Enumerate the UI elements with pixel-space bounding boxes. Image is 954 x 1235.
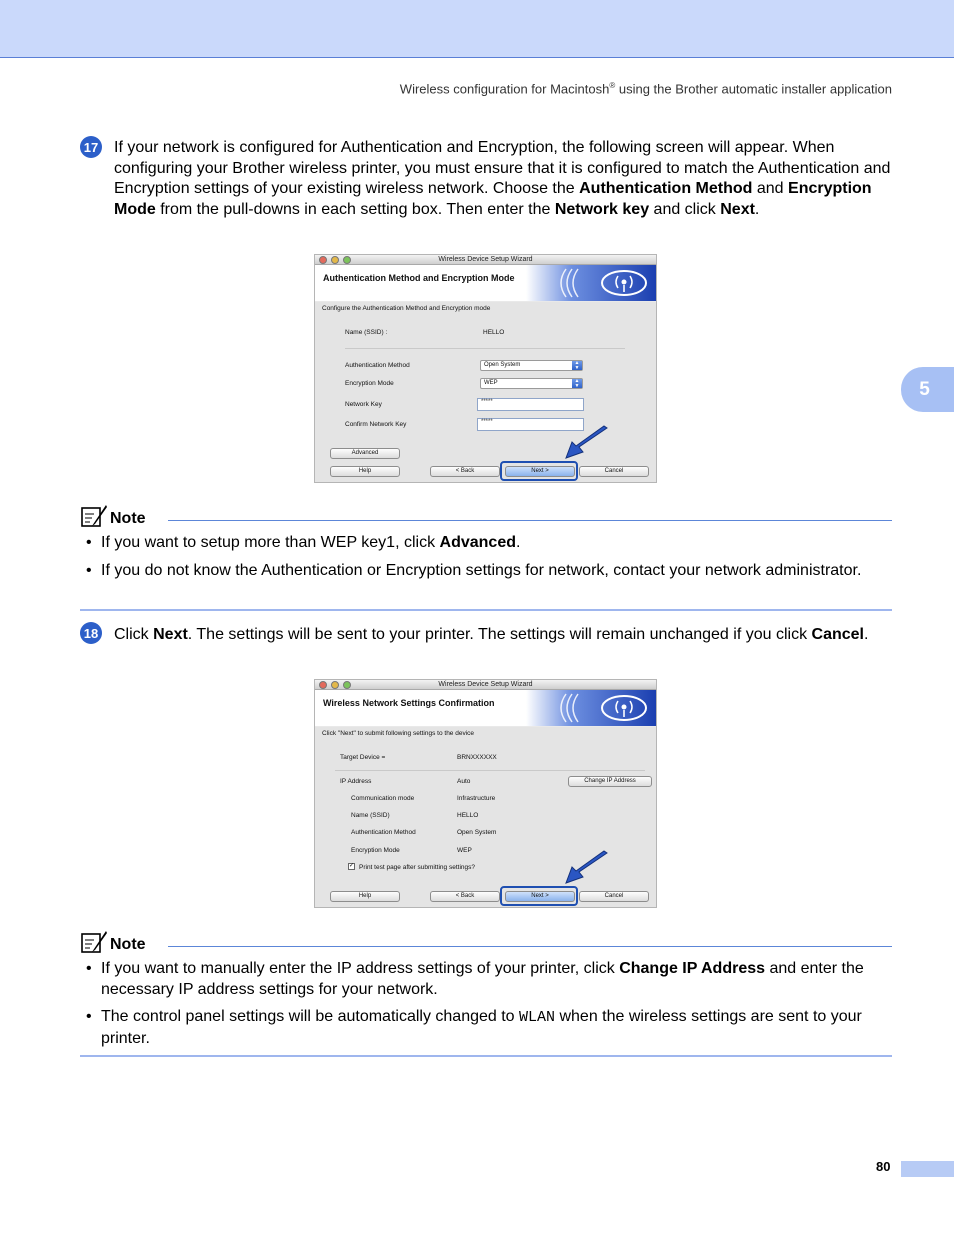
auth-method-value: Open System	[484, 362, 521, 368]
window-body	[315, 302, 656, 482]
separator	[335, 770, 645, 771]
back-button[interactable]: < Back	[430, 891, 500, 902]
next-highlight-frame	[500, 461, 578, 481]
next-button[interactable]: Next >	[505, 891, 575, 902]
print-test-label: Print test page after submitting settings?	[359, 864, 475, 871]
auth-method-label: Authentication Method	[351, 829, 416, 836]
back-button[interactable]: < Back	[430, 466, 500, 477]
ip-address-value: Auto	[457, 778, 471, 785]
chapter-tab: 5	[901, 367, 954, 412]
target-device-label: Target Device =	[340, 754, 386, 761]
select-arrows-icon: ▲ ▼	[572, 379, 582, 388]
communication-mode-label: Communication mode	[351, 795, 415, 802]
window-title: Wireless Device Setup Wizard	[438, 681, 533, 688]
top-color-band	[0, 0, 954, 58]
ssid-label: Name (SSID)	[351, 812, 390, 819]
note-2-label: Note	[110, 936, 146, 953]
confirm-key-input[interactable]: *****	[477, 418, 584, 431]
confirm-key-label: Confirm Network Key	[345, 421, 407, 428]
encryption-mode-select[interactable]	[480, 378, 583, 389]
cancel-button[interactable]: Cancel	[579, 466, 649, 477]
ssid-value: HELLO	[457, 812, 479, 819]
step-18-text: Click Next. The settings will be sent to your printer. The settings will remain unchanged if you click Cancel.	[114, 626, 869, 643]
cancel-button[interactable]: Cancel	[579, 891, 649, 902]
next-highlight-frame	[500, 886, 578, 906]
ip-address-label: IP Address	[340, 778, 372, 785]
page-number: 80	[876, 1159, 891, 1174]
auth-method-select[interactable]	[480, 360, 583, 371]
page-number-tab	[901, 1161, 954, 1177]
ssid-value: HELLO	[483, 329, 505, 336]
ssid-label: Name (SSID) :	[345, 329, 388, 336]
note-2-end-rule	[80, 1055, 892, 1057]
settings-confirmation-window	[314, 679, 657, 908]
note-pencil-icon	[80, 504, 108, 528]
wireless-logo-icon	[526, 265, 656, 301]
note-2-item-2: • The control panel settings will be automatically changed to WLAN when the wireless settings are sent to your printer.	[86, 1008, 862, 1047]
help-button[interactable]: Help	[330, 466, 400, 477]
instruction-text: Click "Next" to submit following settings to the device	[322, 730, 475, 737]
note-pencil-icon	[80, 930, 108, 954]
auth-method-label: Authentication Method	[345, 362, 410, 369]
auth-method-value: Open System	[457, 829, 497, 836]
note-2-item-1: • If you want to manually enter the IP address settings of your printer, click Change IP Address and enter the necessary IP address settings for your network.	[86, 960, 864, 998]
advanced-button[interactable]: Advanced	[330, 448, 400, 459]
note-1-end-rule	[80, 609, 892, 611]
header-text-1: Wireless configuration for Macintosh	[399, 81, 610, 97]
registered-mark: ®	[609, 81, 616, 90]
network-key-input[interactable]: *****	[477, 398, 584, 411]
banner-title: Wireless Network Settings Confirmation	[323, 698, 495, 708]
window-titlebar	[315, 255, 656, 265]
banner-title: Authentication Method and Encryption Mode	[323, 273, 515, 283]
auth-encryption-window	[314, 254, 657, 483]
note-1-item-1: • If you want to setup more than WEP key1, click Advanced.	[86, 534, 521, 551]
step-18-badge: 18	[80, 622, 102, 644]
wireless-logo-icon	[526, 690, 656, 726]
note-1-label: Note	[110, 510, 146, 527]
select-arrows-icon: ▲ ▼	[572, 361, 582, 370]
help-button[interactable]: Help	[330, 891, 400, 902]
encryption-mode-label: Encryption Mode	[351, 847, 400, 854]
note-1-header	[80, 504, 892, 530]
note-2-header	[80, 930, 892, 956]
communication-mode-value: Infrastructure	[457, 795, 496, 802]
wizard-banner	[315, 690, 656, 726]
encryption-mode-value: WEP	[484, 380, 498, 386]
window-body	[315, 727, 656, 907]
instruction-text: Configure the Authentication Method and Encryption mode	[322, 305, 491, 312]
pointing-arrow-icon	[563, 425, 609, 461]
note-1-rule	[168, 520, 892, 521]
wlan-code: WLAN	[519, 1009, 556, 1026]
window-titlebar	[315, 680, 656, 690]
next-button[interactable]: Next >	[505, 466, 575, 477]
wizard-banner	[315, 265, 656, 301]
step-17-badge: 17	[80, 136, 102, 158]
header-text-2: using the Brother automatic installer application	[615, 81, 892, 97]
separator	[345, 348, 625, 349]
change-ip-address-button[interactable]: Change IP Address	[568, 776, 652, 787]
network-key-label: Network Key	[345, 401, 382, 408]
note-1-item-2: • If you do not know the Authentication or Encryption settings for network, contact your network administrator.	[86, 562, 862, 579]
window-title: Wireless Device Setup Wizard	[438, 256, 533, 263]
print-test-checkbox[interactable]: ✓	[349, 863, 355, 869]
encryption-mode-label: Encryption Mode	[345, 380, 394, 387]
note-2-rule	[168, 946, 892, 947]
pointing-arrow-icon	[563, 850, 609, 886]
running-header	[400, 81, 892, 96]
target-device-value: BRNXXXXXX	[457, 754, 497, 761]
encryption-mode-value: WEP	[457, 847, 472, 854]
step-17-text: If your network is configured for Authentication and Encryption, the following screen will appear. When configuring your Brother wireless printer, you must ensure that it is configured to match the Authentication and Encryption settings of your existing wireless network. Choose the Authentication Method and Encryption Mode from the pull-downs in each setting box. Then enter the Network key and click Next.	[114, 139, 891, 218]
